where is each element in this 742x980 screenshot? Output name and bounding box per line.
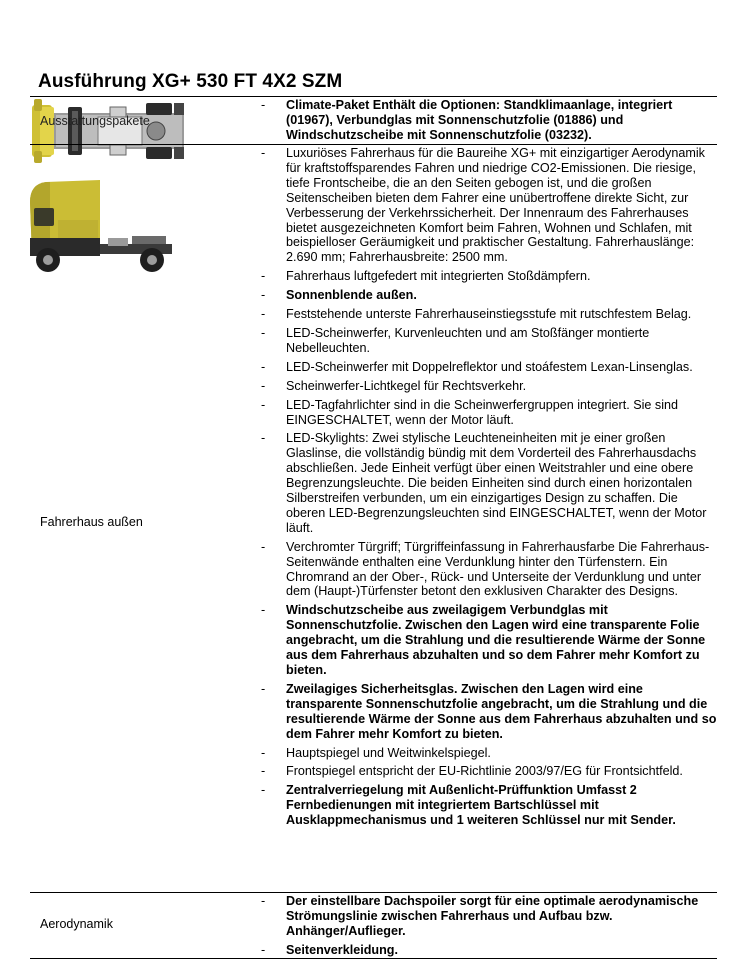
- page-title: Ausführung XG+ 530 FT 4X2 SZM: [38, 71, 343, 92]
- list-item: - Sonnenblende außen.: [260, 288, 718, 303]
- list-item: - Zentralverriegelung mit Außenlicht-Prüffunktion Umfasst 2 Fernbedienungen mit integriertem Bartschlüssel mit Ausklappmechanismus und 1 weiteren Schlüssel nur mit Sender.: [260, 783, 718, 828]
- list-item: - Der einstellbare Dachspoiler sorgt für eine optimale aerodynamische Strömungslinie zwischen Fahrerhaus und Aufbau bzw. Anhänger/Auflieger.: [260, 894, 718, 939]
- list-item: - LED-Scheinwerfer mit Doppelreflektor und stoáfestem Lexan-Linsenglas.: [260, 360, 718, 375]
- section-label: Aerodynamik: [40, 917, 113, 931]
- list-item: - Windschutzscheibe aus zweilagigem Verbundglas mit Sonnenschutzfolie. Zwischen den Lagen wird eine transparente Folie angebracht, um die Strahlung und die resultierende Wärme der Sonne aus dem Fahrerhaus abzuhalten und so dem Fahrer mehr Komfort zu bieten.: [260, 603, 718, 678]
- list-item: - Luxuriöses Fahrerhaus für die Baureihe XG+ mit einzigartiger Aerodynamik für kraftstoffsparendes Fahren und niedrige CO2-Emissionen. Die riesige, tiefe Frontscheibe, die an den Seiten gebogen ist, und die großen Seitenscheiben bieten dem Fahrer eine unübertroffene direkte Sicht, zur Verbesserung der Verkehrssicherheit. Der Innenraum des Fahrerhauses bietet ausgezeichneten Komfort beim Fahren, Wohnen und Schlafen, mit beispielloser Geräumigkeit und praktischer Gestaltung. Fahrerhauslänge: 2.690 mm; Fahrerhausbreite: 2500 mm.: [260, 146, 718, 265]
- list-item: - Hauptspiegel und Weitwinkelspiegel.: [260, 746, 718, 761]
- list-item: - LED-Scheinwerfer, Kurvenleuchten und am Stoßfänger montierte Nebelleuchten.: [260, 326, 718, 356]
- list-item: - LED-Skylights: Zwei stylische Leuchteneinheiten mit je einer großen Glaslinse, die vollständig bündig mit dem Vorderteil des Fahrerhausdachs abschließen. Jede Einheit verfügt über einen Weitstrahler und eine obere Begrenzungsleuchte. Die beiden Einheiten sind durch einen horizontalen Silberstreifen verbunden, um ein einzigartiges Design zu schaffen. Die oberen LED-Begrenzungsleuchten sind EINGESCHALTET, wenn der Motor läuft.: [260, 431, 718, 535]
- list-item: - Verchromter Türgriff; Türgriffeinfassung in Fahrerhausfarbe Die Fahrerhaus-Seitenwände enthalten eine Verdunklung hinter den Türfenstern. Ein Chromrand an der Ober-, Rück- und Unterseite der Verdunklung und unter dem (Haupt-)Türfenster betont den exklusiven Charakter des Designs.: [260, 540, 718, 600]
- section-label: Fahrerhaus außen: [40, 515, 143, 529]
- list-item: - Zweilagiges Sicherheitsglas. Zwischen den Lagen wird eine transparente Sonnenschutzfolie angebracht, um die Strahlung und die resultierende Wärme der Sonne aus dem Fahrerhaus abzuhalten und so dem Fahrer mehr Komfort zu bieten.: [260, 682, 718, 742]
- list-item: - Frontspiegel entspricht der EU-Richtlinie 2003/97/EG für Frontsichtfeld.: [260, 764, 718, 779]
- section-divider: [30, 892, 717, 893]
- list-item: - Climate-Paket Enthält die Optionen: Standklimaanlage, integriert (01967), Verbundglas mit Sonnenschutzfolie (01886) und Windschutzscheibe mit Sonnenschutzfolie (03232).: [260, 98, 718, 143]
- section-2-items: [260, 894, 718, 958]
- list-item: - Fahrerhaus luftgefedert mit integrierten Stoßdämpfern.: [260, 269, 718, 284]
- section-divider: [30, 144, 717, 145]
- section-1-items: [260, 146, 718, 828]
- list-item: - Scheinwerfer-Lichtkegel für Rechtsverkehr.: [260, 379, 718, 394]
- truck-side-view-icon: [28, 178, 178, 276]
- truck-top-view-icon: [28, 97, 186, 165]
- list-item: - Seitenverkleidung.: [260, 943, 718, 958]
- list-item: - LED-Tagfahrlichter sind in die Scheinwerfergruppen integriert. Sie sind EINGESCHALTET, wenn der Motor läuft.: [260, 398, 718, 428]
- section-divider: [30, 958, 717, 959]
- section-label: Ausstattungspakete: [40, 114, 150, 128]
- list-item: - Feststehende unterste Fahrerhauseinstiegsstufe mit rutschfestem Belag.: [260, 307, 718, 322]
- section-0-items: [260, 98, 718, 143]
